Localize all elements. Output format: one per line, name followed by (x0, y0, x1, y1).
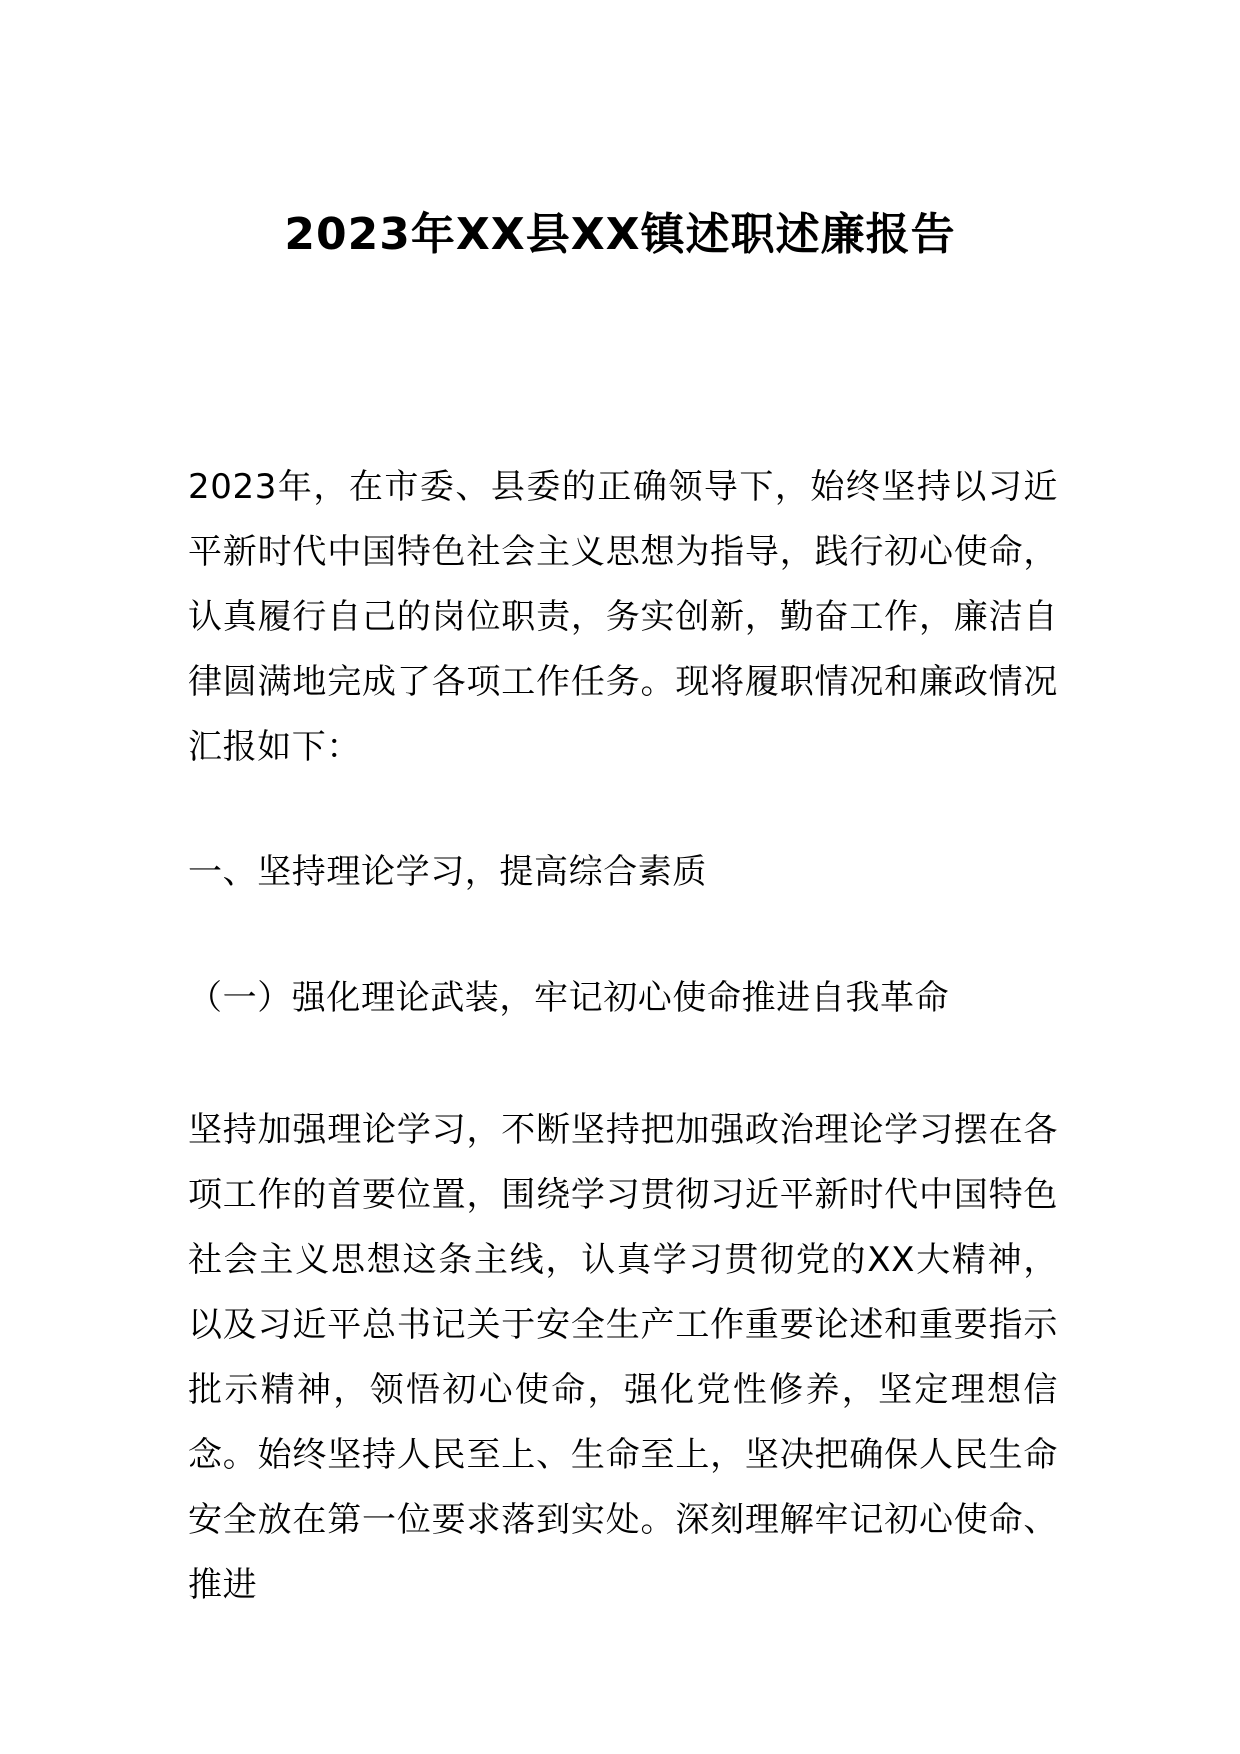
body-paragraph-1-1: 坚持加强理论学习，不断坚持把加强政治理论学习摆在各项工作的首要位置，围绕学习贯彻习近平新时代中国特色社会主义思想这条主线，认真学习贯彻党的XX大精神，以及习近平总书记关于安全生产工作重要论述和重要指示批示精神，领悟初心使命，强化党性修养，坚定理想信念。始终坚持人民至上、生命至上，坚决把确保人民生命安全放在第一位要求落到实处。深刻理解牢记初心使命、推进 (188, 1110, 1058, 1605)
document-title: 2023年XX县XX镇述职述廉报告 (284, 209, 956, 260)
section-heading-1: 一、坚持理论学习，提高综合素质 (188, 852, 707, 892)
subsection-heading-1-1: （一）强化理论武装，牢记初心使命推进自我革命 (188, 978, 950, 1018)
intro-paragraph: 2023年，在市委、县委的正确领导下，始终坚持以习近平新时代中国特色社会主义思想为指导，践行初心使命，认真履行自己的岗位职责，务实创新，勤奋工作，廉洁自律圆满地完成了各项工作任务。现将履职情况和廉政情况汇报如下： (188, 467, 1058, 767)
